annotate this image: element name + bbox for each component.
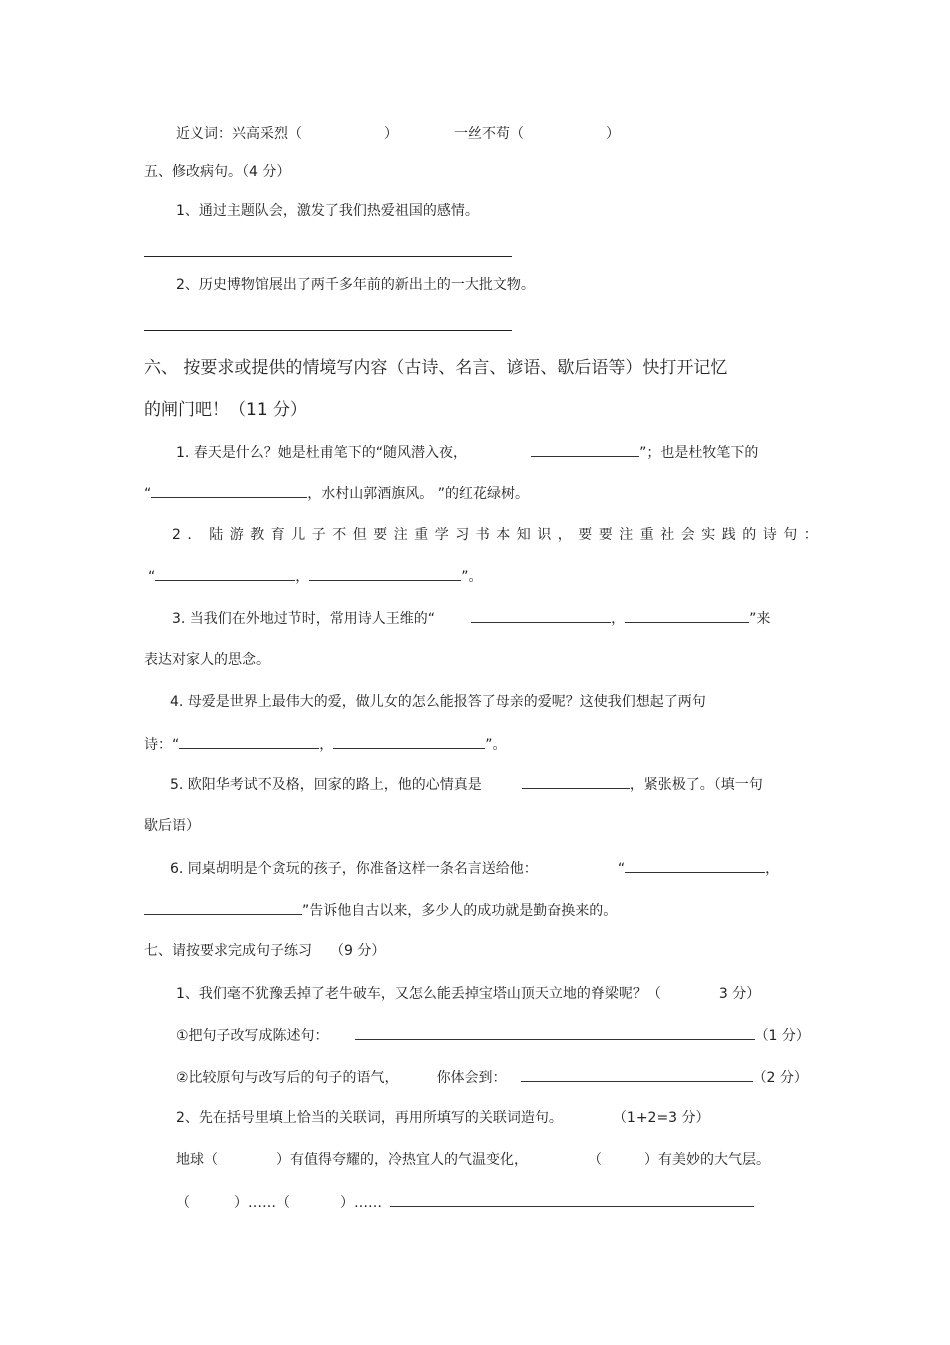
- sub1-score: （1 分）: [754, 1028, 810, 1044]
- paren-open: （: [176, 1195, 190, 1211]
- answer-line-2[interactable]: [144, 330, 512, 331]
- comma: ，: [611, 611, 626, 627]
- quote-end: ”。: [485, 737, 507, 753]
- synonym-item-2: 一丝不苟（: [454, 126, 524, 142]
- pattern-end: ）……: [340, 1195, 382, 1211]
- sub2-score: （2 分）: [752, 1070, 808, 1086]
- section5-title: 五、修改病句。（4 分）: [144, 164, 291, 180]
- q1-text: 1. 春天是什么？她是杜甫笔下的“随风潜入夜，: [176, 445, 468, 461]
- sub2-prompt: 你体会到：: [436, 1070, 507, 1086]
- section6-q3-line-1: [172, 608, 770, 629]
- q3-text: 3. 当我们在外地过节时，常用诗人王维的“: [172, 611, 436, 627]
- s7-q2-score: （1+2=3 分）: [612, 1110, 710, 1126]
- pattern-blank[interactable]: [390, 1192, 754, 1207]
- section6-q1-line-2: [144, 483, 529, 504]
- section6-q5-line-1: [170, 774, 763, 795]
- section6-q3-line-2: 表达对家人的思念。: [144, 652, 270, 668]
- section5-question-1: 1、通过主题队会，激发了我们热爱祖国的感情。: [176, 203, 479, 219]
- q4-blank-2[interactable]: [333, 734, 485, 749]
- section7-q2-sentence: [176, 1150, 770, 1170]
- q3-text-end: ”来: [749, 611, 771, 627]
- quote-end: ”。: [461, 569, 483, 585]
- q1-text-end: ”；也是杜牧笔下的: [639, 445, 759, 461]
- q6-blank-1[interactable]: [625, 858, 765, 873]
- section6-title-line-2: 的闸门吧！（11 分）: [144, 400, 308, 420]
- q1-blank-2[interactable]: [151, 483, 307, 498]
- s7-q2-text: 2、先在括号里填上恰当的关联词，再用所填写的关联词造句。: [176, 1110, 563, 1126]
- quote-mark: “: [617, 861, 626, 877]
- section7-q2: [176, 1108, 710, 1128]
- earth-text-mid: ）有值得夸耀的，冷热宜人的气温变化，: [276, 1152, 528, 1168]
- section6-q5-line-2: 歇后语）: [144, 818, 200, 834]
- section6-q2-line-2: [148, 566, 483, 587]
- s7-q1-text: 1、我们毫不犹豫丢掉了老牛破车，又怎么能丢掉宝塔山顶天立地的脊梁呢？（: [176, 986, 661, 1002]
- section5-question-2: 2、历史博物馆展出了两千多年前的新出土的一大批文物。: [176, 277, 535, 293]
- q2-blank-1[interactable]: [155, 566, 295, 581]
- q3-blank-1[interactable]: [471, 608, 611, 623]
- paren-open: （: [588, 1152, 602, 1168]
- earth-text-end: ）有美妙的大气层。: [644, 1152, 770, 1168]
- comma: ，: [765, 861, 780, 877]
- q1-text-tail: ，水村山郭酒旗风。 ”的红花绿树。: [307, 486, 529, 502]
- q5-blank[interactable]: [522, 774, 630, 789]
- section7-q2-pattern: [176, 1192, 754, 1213]
- q4-blank-1[interactable]: [179, 734, 319, 749]
- synonym-close-2: ）: [606, 126, 620, 142]
- pattern-mid: ）……（: [234, 1195, 290, 1211]
- synonym-label: 近义词：兴高采烈（: [176, 126, 302, 142]
- section7-q1: [176, 984, 760, 1004]
- quote-mark: “: [148, 569, 156, 585]
- quote-mark: “: [144, 486, 152, 502]
- sub2-text: ②比较原句与改写后的句子的语气，: [176, 1070, 399, 1086]
- synonym-close-1: ）: [384, 126, 398, 142]
- section6-q4-line-2: [144, 734, 507, 755]
- q2-blank-2[interactable]: [309, 566, 461, 581]
- sub1-blank[interactable]: [355, 1025, 755, 1040]
- section7-score: （9 分）: [330, 943, 386, 959]
- section6-title-line-1: 六、 按要求或提供的情境写内容（古诗、名言、谚语、歇后语等）快打开记忆: [144, 358, 728, 378]
- q3-blank-2[interactable]: [625, 608, 749, 623]
- q6-text-end: ”告诉他自古以来，多少人的成功就是勤奋换来的。: [302, 903, 618, 919]
- section6-q4-line-1: 4. 母爱是世界上最伟大的爱，做儿女的怎么能报答了母亲的爱呢？这使我们想起了两句: [170, 694, 706, 710]
- section6-q2-line-1: 2. 陆游教育儿子不但要注重学习书本知识，要要注重社会实践的诗句：: [172, 527, 825, 543]
- earth-text: 地球（: [176, 1152, 218, 1168]
- answer-line-1[interactable]: [144, 256, 512, 257]
- q4-prefix: 诗：“: [144, 737, 180, 753]
- q5-text-end: ，紧张极了。（填一句: [629, 777, 763, 793]
- sub2-blank[interactable]: [521, 1067, 753, 1082]
- section6-q1-line-1: [176, 442, 758, 463]
- s7-q1-score: 3 分）: [718, 986, 761, 1002]
- q1-blank-1[interactable]: [531, 442, 639, 457]
- section7-title-text: 七、请按要求完成句子练习: [144, 943, 312, 959]
- q6-text: 6. 同桌胡明是个贪玩的孩子，你准备这样一条名言送给他：: [170, 861, 538, 877]
- section7-title: [144, 941, 385, 961]
- sub1-text: ①把句子改写成陈述句：: [176, 1028, 329, 1044]
- synonym-line: [176, 124, 620, 144]
- section6-q6-line-1: [170, 858, 779, 879]
- comma: ，: [295, 569, 310, 585]
- section7-q1-sub2: [176, 1067, 808, 1088]
- section7-q1-sub1: [176, 1025, 810, 1046]
- section6-q6-line-2: [144, 900, 617, 921]
- q6-blank-2[interactable]: [144, 900, 302, 915]
- comma: ，: [319, 737, 334, 753]
- q5-text: 5. 欧阳华考试不及格，回家的路上，他的心情真是: [170, 777, 482, 793]
